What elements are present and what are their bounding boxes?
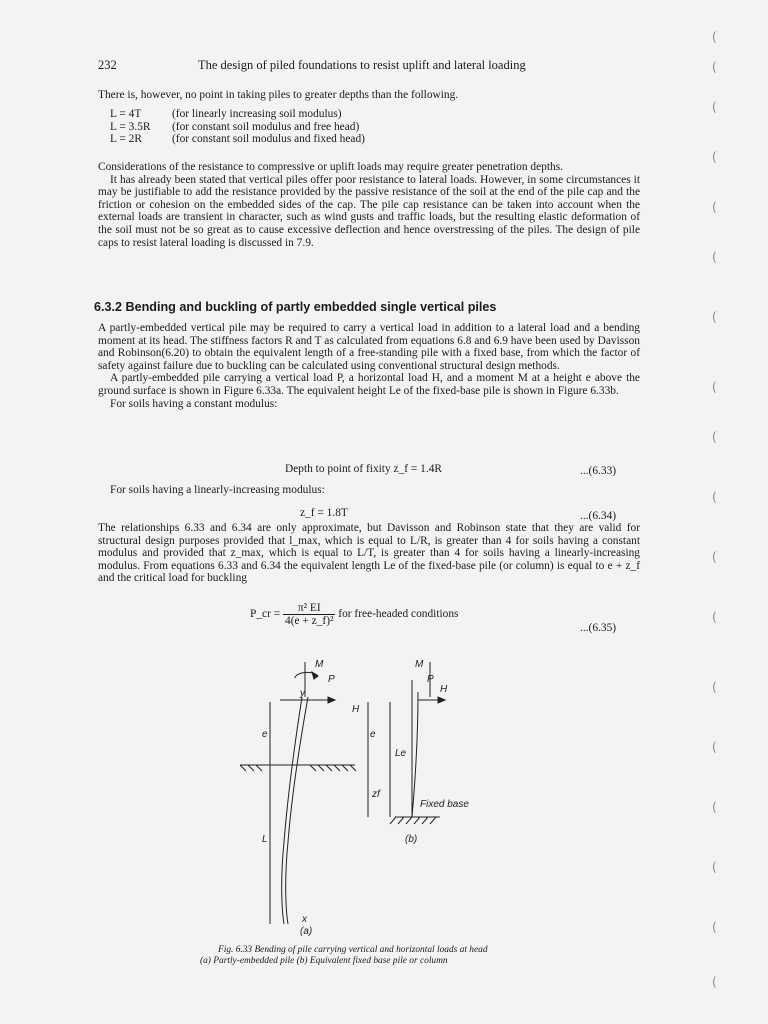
paragraph: It has already been stated that vertical piles offer poor resistance to lateral loads. However, in some circumstances it may be justifiable to add the resistance provided by the passive resistance of the soil at the end of the pile cap and the friction or cohesion on the embedded sides of the cap. The pile cap resistance can be taken into account when the external loads are transient in character, such as wind gusts and traffic loads, but the resulting elastic deformation of the soil must not be so great as to cause excessive deflection and hence overstressing of the piles. The design of pile caps to resist lateral loading is discussed in 7.9. — [98, 173, 640, 249]
label-p-a: P — [328, 674, 335, 685]
equation-6-34: z_f = 1.8T — [300, 507, 348, 519]
label-fixed-base: Fixed base — [420, 799, 469, 810]
formula-desc: (for constant soil modulus and free head) — [172, 120, 360, 133]
label-y-a: y — [300, 688, 305, 699]
depth-formulas — [110, 108, 510, 146]
formula-lhs: L = 2R — [110, 133, 142, 146]
section-heading: 6.3.2 Bending and buckling of partly embedded single vertical piles — [94, 300, 497, 314]
label-zf-b: zf — [372, 789, 380, 800]
label-m-b: M — [415, 659, 424, 670]
label-h-a: H — [352, 704, 360, 715]
paragraph-block-3 — [98, 522, 640, 585]
label-x-a: x — [302, 914, 307, 925]
label-e-a: e — [262, 729, 268, 740]
ground-hatch — [240, 765, 356, 771]
equation-number: ...(6.35) — [580, 622, 617, 634]
label-m-a: M — [315, 659, 324, 670]
label-le-b: Le — [395, 748, 407, 759]
label-l-a: L — [262, 834, 268, 845]
paragraph: The relationships 6.33 and 6.34 are only approximate, but Davisson and Robinson state that they are valid for structural design purposes provided that l_max, which is equal to L/R, is greater than 4 for soils having a constant modulus and provided that z_max, which is equal to L/T, is greater than 4 for soils having a linearly-increasing modulus. From equations 6.33 and 6.34 the equivalent length Le of the fixed-base pile (or column) is equal to e + z_f and the critical load for buckling — [98, 522, 640, 585]
figure-tag-a: (a) — [300, 926, 313, 937]
figure-tag-b: (b) — [405, 834, 418, 845]
intro-block — [98, 89, 640, 102]
formula-desc: (for linearly increasing soil modulus) — [172, 108, 342, 120]
eq-tail: for free-headed conditions — [338, 608, 459, 621]
formula-desc: (for constant soil modulus and fixed head) — [172, 133, 365, 146]
page-number: 232 — [98, 58, 117, 72]
formula-lhs: L = 3.5R — [110, 120, 151, 133]
formula-row — [110, 108, 510, 121]
margin-scan-marks: ( ( ( ( ( ( ( ( ( ( ( ( ( ( ( ( ( ( — [712, 30, 717, 989]
caption-line: Fig. 6.33 Bending of pile carrying vertical and horizontal loads at head — [218, 945, 488, 955]
fraction-numerator: π² EI — [283, 602, 335, 615]
eq-lhs: P_cr = — [250, 608, 281, 621]
paragraph: A partly-embedded pile carrying a vertical load P, a horizontal load H, and a moment M at a height e above the ground surface is shown in Figure 6.33a. The equivalent height Le of the fixed-base pile is shown in Figure 6.33b. — [98, 372, 640, 397]
paragraph: For soils having a linearly-increasing modulus: — [110, 484, 325, 496]
pile-a-curve — [282, 697, 302, 924]
figure-6-33 — [240, 652, 540, 942]
running-title: The design of piled foundations to resist uplift and lateral loading — [198, 58, 526, 72]
fraction-denominator: 4(e + z_f)² — [285, 615, 334, 627]
equation-6-33: Depth to point of fixity z_f = 1.4R — [285, 463, 443, 475]
label-e-b: e — [370, 729, 376, 740]
paragraph: A partly-embedded vertical pile may be required to carry a vertical load in addition to a lateral load and a bending moment at its head. The stiffness factors R and T as calculated from equations 6.8 and 6.9 have been used by Davisson and Robinson(6.20) to obtain the equivalent length of a free-standing pile with a fixed base, from which the factor of safety against failure due to buckling can be calculated using conventional structural design methods. — [98, 322, 640, 372]
formula-row — [110, 121, 510, 134]
paragraph-block-1 — [98, 161, 640, 249]
base-hatch — [390, 817, 436, 824]
pile-b-curve — [412, 692, 418, 817]
formula-row — [110, 133, 510, 146]
figure-caption — [200, 945, 600, 967]
paragraph: Considerations of the resistance to compressive or uplift loads may require greater penetration depths. — [98, 161, 563, 173]
equation-6-35 — [250, 602, 458, 627]
label-p-b: P — [427, 674, 434, 685]
paragraph: For soils having a constant modulus: — [110, 397, 278, 410]
formula-lhs: L = 4T — [110, 108, 142, 120]
caption-line: (a) Partly-embedded pile (b) Equivalent fixed base pile or column — [200, 956, 448, 966]
equation-number: ...(6.34) — [580, 510, 617, 522]
paragraph-block-2 — [98, 322, 640, 410]
fraction — [283, 602, 335, 627]
label-h-b: H — [440, 684, 448, 695]
intro-text: There is, however, no point in taking piles to greater depths than the following. — [98, 89, 459, 101]
equation-number: ...(6.33) — [580, 465, 617, 477]
